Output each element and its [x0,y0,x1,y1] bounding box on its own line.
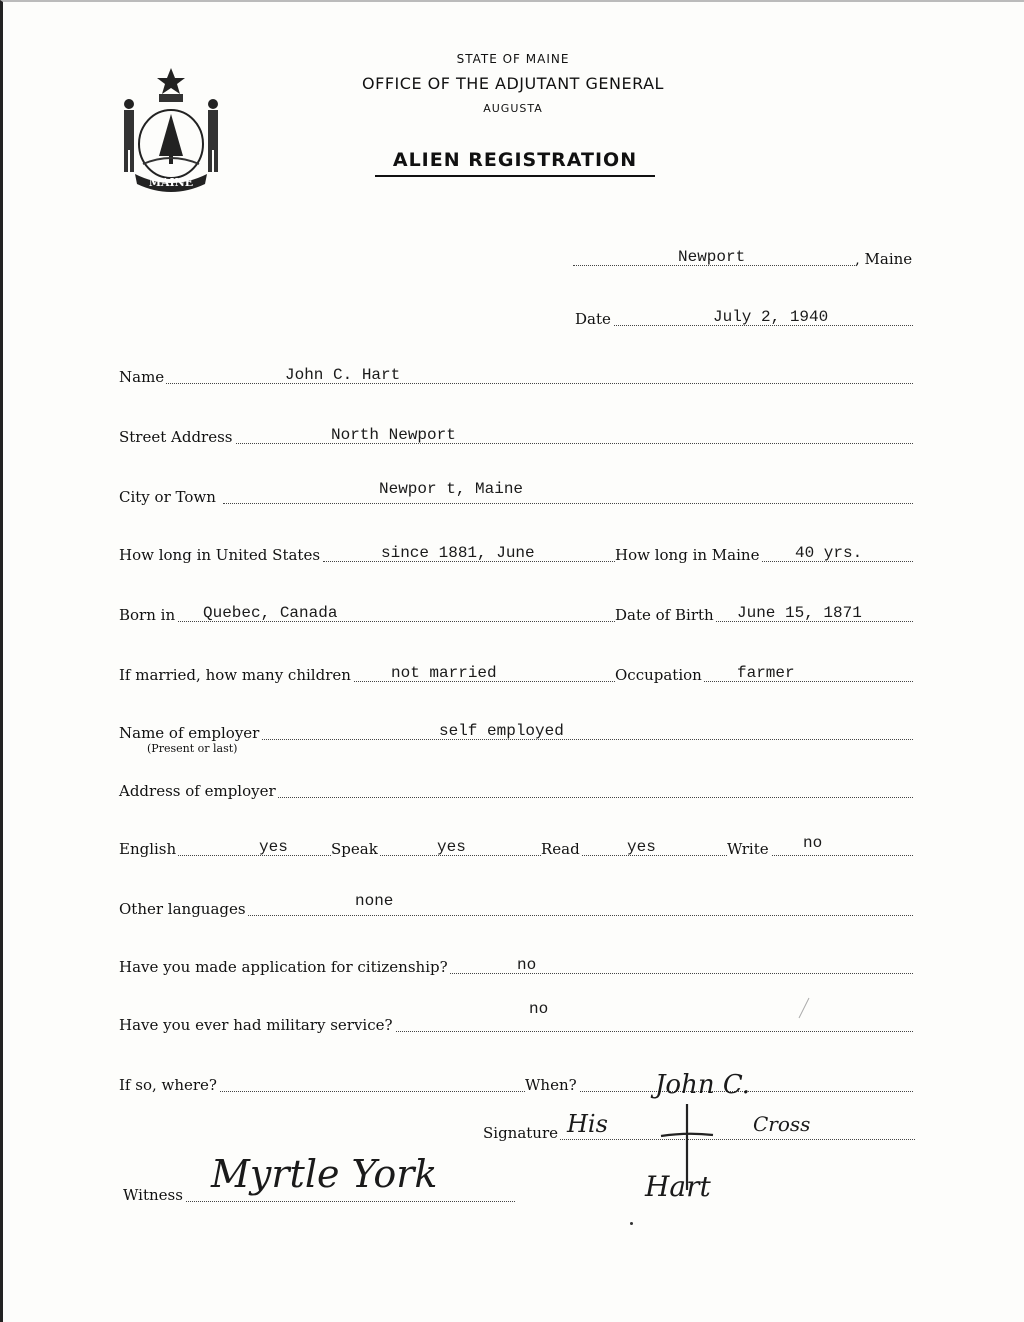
write-value[interactable]: no [803,834,823,852]
street-value[interactable]: North Newport [331,426,456,444]
name-value[interactable]: John C. Hart [285,366,401,384]
witness-label: Witness [123,1186,183,1204]
name-row [119,364,915,388]
date-row [575,306,915,330]
signature-name-bottom: Hart [645,1170,711,1203]
us-duration-value[interactable]: since 1881, June [381,544,535,562]
english-label: English [119,840,177,858]
citizenship-label: Have you made application for citizenship? [119,958,448,976]
maine-duration-label: How long in Maine [615,546,760,564]
dob-value[interactable]: June 15, 1871 [737,604,862,622]
military-value[interactable]: no [529,1000,549,1018]
city-label: City or Town [119,488,216,506]
witness-signature: Myrtle York [211,1152,438,1196]
us-duration-label: How long in United States [119,546,321,564]
header-city: AUGUSTA [483,102,543,115]
stray-dot [630,1222,633,1225]
cross-mark-icon [657,1102,717,1192]
employer-sublabel: (Present or last) [147,742,238,755]
city-value[interactable]: Newpor t, Maine [379,480,524,498]
employer-row [119,720,915,744]
birth-row [119,602,915,626]
military-when-label: When? [525,1076,577,1094]
born-value[interactable]: Quebec, Canada [203,604,338,622]
signature-name-top: John C. [655,1070,751,1100]
occupation-label: Occupation [615,666,702,684]
other-languages-label: Other languages [119,900,246,918]
maine-state-seal [115,64,227,194]
stray-pencil-mark-icon [793,996,813,1020]
signature-label: Signature [483,1124,559,1142]
other-languages-value[interactable]: none [355,892,394,910]
children-row [119,662,915,686]
location-suffix: , Maine [855,250,913,268]
military-where-label: If so, where? [119,1076,217,1094]
maine-duration-value[interactable]: 40 yrs. [795,544,863,562]
employer-value[interactable]: self employed [439,722,564,740]
english-value[interactable]: yes [259,838,288,856]
citizenship-value[interactable]: no [517,956,537,974]
speak-label: Speak [331,840,378,858]
military-label: Have you ever had military service? [119,1016,393,1034]
street-label: Street Address [119,428,233,446]
street-row [119,424,915,448]
seal-banner-text: MAINE [148,176,194,189]
dob-label: Date of Birth [615,606,714,624]
signature-his: His [567,1110,608,1138]
english-row [119,836,915,860]
born-label: Born in [119,606,176,624]
city-row [119,480,915,508]
location-row [573,246,918,270]
signature-mark: Cross [753,1112,811,1136]
write-label: Write [727,840,769,858]
date-value[interactable]: July 2, 1940 [713,308,829,326]
header-state: STATE OF MAINE [456,52,570,66]
speak-value[interactable]: yes [437,838,466,856]
read-label: Read [541,840,580,858]
date-label: Date [575,310,611,328]
header-office: OFFICE OF THE ADJUTANT GENERAL [362,74,664,93]
citizenship-row [119,954,915,978]
other-languages-row [119,892,915,920]
children-label: If married, how many children [119,666,351,684]
read-value[interactable]: yes [627,838,656,856]
military-where-row [119,1072,915,1096]
form-title: ALIEN REGISTRATION [375,149,655,177]
location-value[interactable]: Newport [678,248,746,266]
employer-address-row [119,778,915,802]
employer-label: Name of employer [119,724,260,742]
employer-address-label: Address of employer [119,782,276,800]
duration-row [119,542,915,566]
occupation-value[interactable]: farmer [737,664,795,682]
name-label: Name [119,368,165,386]
children-value[interactable]: not married [391,664,497,682]
